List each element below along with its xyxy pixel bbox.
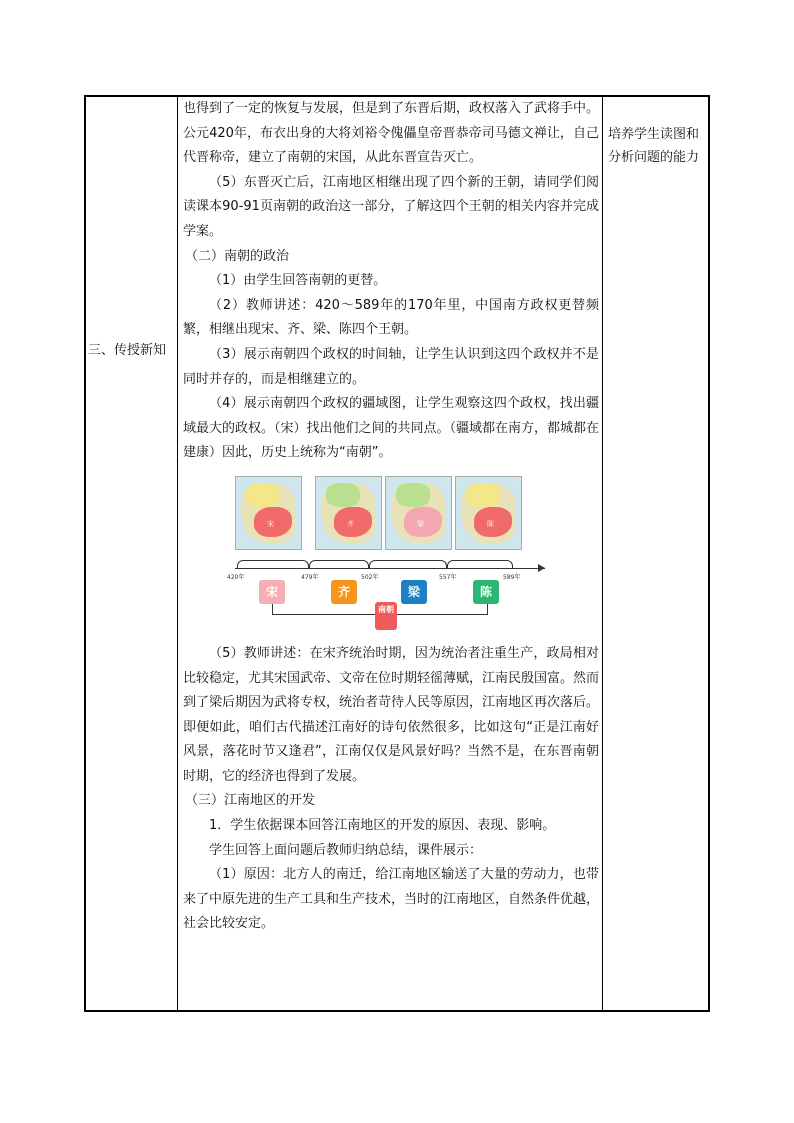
dynasty-song: 宋 (259, 580, 285, 604)
year-label: 589年 (503, 573, 521, 581)
year-label: 420年 (227, 573, 245, 581)
paragraph-4: （2）教师讲述：420～589年的170年里，中国南方政权更替频繁，相继出现宋、齐、梁、陈四个王朝。 (183, 297, 599, 338)
content-column (179, 97, 603, 1010)
year-label: 557年 (439, 573, 457, 581)
group-label-nanchao: 南朝 (375, 602, 397, 630)
period-brace (309, 560, 369, 569)
period-brace (237, 560, 309, 569)
section-label: 三、传授新知 (88, 343, 167, 358)
dynasty-chen: 陈 (473, 580, 499, 604)
map-label: 陈 (487, 519, 494, 528)
map-label: 宋 (267, 519, 274, 528)
year-label: 502年 (361, 573, 379, 581)
paragraph-9: 学生回答上面问题后教师归纳总结，课件展示： (209, 842, 483, 858)
period-brace (447, 560, 513, 569)
paragraph-8: 1．学生依据课本回答江南地区的开发的原因、表现、影响。 (209, 818, 556, 834)
heading-jiangnan-development: （三）江南地区的开发 (185, 793, 316, 809)
map-qi (315, 476, 382, 550)
timeline-arrow (538, 564, 545, 572)
paragraph-3: （1）由学生回答南朝的更替。 (209, 273, 387, 289)
southern-dynasties-figure (227, 474, 545, 632)
map-label: 梁 (417, 519, 424, 528)
lesson-table (84, 95, 710, 1012)
map-label: 齐 (347, 519, 354, 528)
heading-southern-politics: （二）南朝的政治 (185, 248, 290, 264)
dynasty-liang: 梁 (401, 580, 427, 604)
paragraph-6: （4）展示南朝四个政权的疆域图，让学生观察这四个政权，找出疆域最大的政权。（宋）找出他们之间的共同点。（疆域都在南方，都城都在建康）因此，历史上统称为“南朝”。 (183, 396, 600, 461)
paragraph-5: （3）展示南朝四个政权的时间轴，让学生认识到这四个政权并不是同时并存的，而是相继建立的。 (183, 346, 599, 387)
map-song (235, 476, 302, 550)
paragraph-7: （5）教师讲述：在宋齐统治时期，因为统治者注重生产，政局相对比较稳定，尤其宋国武帝、文帝在位时期轻徭薄赋，江南民殷国富。然而到了梁后期因为武将专权，统治者苛待人民等原因，江南地区再次落后。即便如此，咱们古代描述江南好的诗句依然很多，比如这句“正是江南好风景，落花时节又逢君”，江南仅仅是风景好吗？当然不是，在东晋南朝时期，它的经济也得到了发展。 (183, 645, 600, 784)
paragraph-1: 也得到了一定的恢复与发展，但是到了东晋后期，政权落入了武将手中。公元420年，布衣出身的大将刘裕令傀儡皇帝晋恭帝司马德文禅让，自己代晋称帝，建立了南朝的宋国，从此东晋宣告灭亡。 (183, 101, 600, 166)
goal-column (604, 97, 708, 1010)
dynasty-qi: 齐 (331, 580, 357, 604)
paragraph-10: （1）原因：北方人的南迁，给江南地区输送了大量的劳动力，也带来了中原先进的生产工具和生产技术，当时的江南地区，自然条件优越，社会比较安定。 (183, 867, 600, 932)
section-column (86, 97, 178, 1010)
paragraph-2: （5）东晋灭亡后，江南地区相继出现了四个新的王朝，请同学们阅读课本90-91页南朝的政治这一部分，了解这四个王朝的相关内容并完成学案。 (183, 174, 599, 239)
map-chen (455, 476, 522, 550)
map-liang (385, 476, 452, 550)
period-brace (369, 560, 447, 569)
teaching-goal: 培养学生读图和分析问题的能力 (608, 127, 700, 165)
year-label: 479年 (301, 573, 319, 581)
content-body (183, 97, 599, 937)
